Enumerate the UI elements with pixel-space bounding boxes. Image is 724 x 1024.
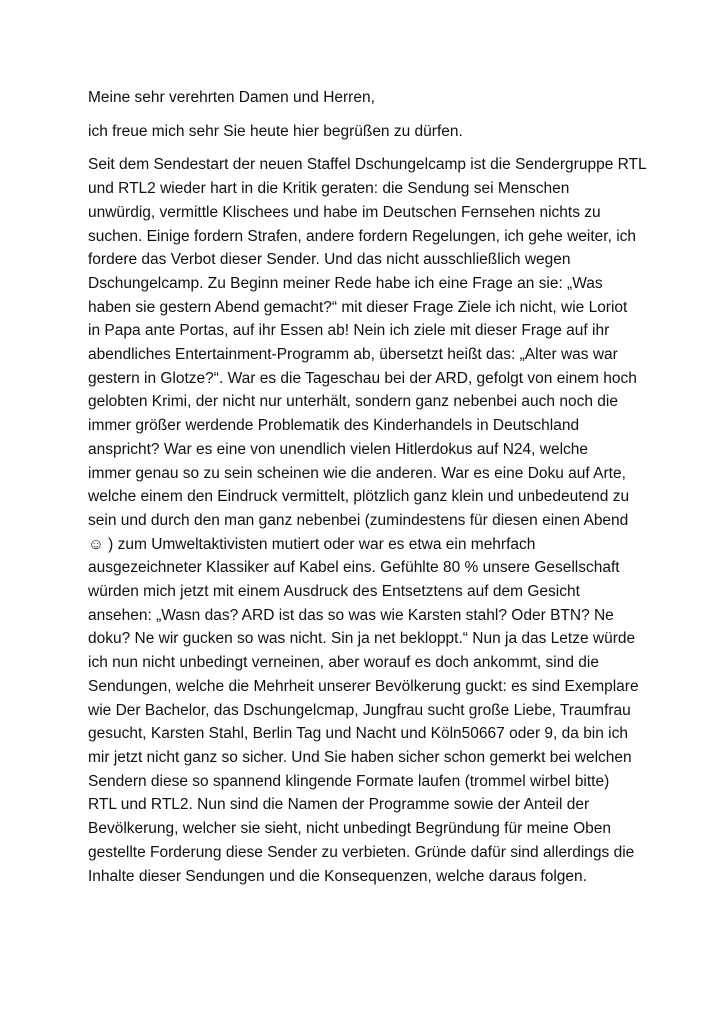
body-line: immer genau so zu sein scheinen wie die anderen. War es eine Doku auf Arte,: [88, 464, 626, 482]
body-line: Sendungen, welche die Mehrheit unserer Bevölkerung guckt: es sind Exemplare: [88, 677, 639, 695]
body-line: ansehen: „Wasn das? ARD ist das so was wie Karsten stahl? Oder BTN? Ne: [88, 606, 614, 624]
body-line: und RTL2 wieder hart in die Kritik geraten: die Sendung sei Menschen: [88, 180, 570, 198]
body-line: ausgezeichneter Klassiker auf Kabel eins. Gefühlte 80 % unsere Gesellschaft: [88, 559, 620, 577]
body-line: gelobten Krimi, der nicht nur unterhält, sondern ganz nebenbei auch noch die: [88, 393, 618, 411]
body-line: ☺ ) zum Umweltaktivisten mutiert oder war es etwa ein mehrfach: [88, 535, 536, 553]
salutation-paragraph: Meine sehr verehrten Damen und Herren,: [88, 89, 375, 106]
body-line: unwürdig, vermittle Klischees und habe im Deutschen Fernsehen nichts zu: [88, 203, 601, 221]
body-line: immer größer werdende Problematik des Kinderhandels in Deutschland: [88, 417, 580, 435]
body-line: Inhalte dieser Sendungen und die Konsequenzen, welche daraus folgen.: [88, 867, 587, 885]
body-line: gestern in Glotze?“. War es die Tageschau bei der ARD, gefolgt von einem hoch: [88, 369, 637, 387]
body-line: würden mich jetzt mit einem Ausdruck des Entsetztens auf dem Gesicht: [88, 583, 580, 601]
body-line: anspricht? War es eine von unendlich vielen Hitlerdokus auf N24, welche: [88, 440, 589, 458]
body-line: Seit dem Sendestart der neuen Staffel Dschungelcamp ist die Sendergruppe RTL: [88, 156, 647, 174]
body-line: gestellte Forderung diese Sender zu verbieten. Gründe dafür sind allerdings die: [88, 843, 635, 861]
body-line: Dschungelcamp. Zu Beginn meiner Rede habe ich eine Frage an sie: „Was: [88, 274, 603, 292]
body-line: ich nun nicht unbedingt verneinen, aber worauf es doch ankommt, sind die: [88, 654, 599, 672]
body-line: Sendern diese so spannend klingende Formate laufen (trommel wirbel bitte): [88, 772, 610, 790]
greeting-paragraph: ich freue mich sehr Sie heute hier begrüßen zu dürfen.: [88, 122, 463, 140]
body-line: gesucht, Karsten Stahl, Berlin Tag und Nacht und Köln50667 oder 9, da bin ich: [88, 725, 628, 743]
body-line: Bevölkerung, welcher sie sieht, nicht unbedingt Begründung für meine Oben: [88, 820, 612, 838]
body-line: wie Der Bachelor, das Dschungelcmap, Jungfrau sucht große Liebe, Traumfrau: [88, 701, 631, 719]
body-paragraph: [88, 153, 654, 888]
body-line: fordere das Verbot dieser Sender. Und das nicht ausschließlich wegen: [88, 251, 571, 269]
body-line: sein und durch den man ganz nebenbei (zumindestens für diesen einen Abend: [88, 511, 629, 529]
body-line: RTL und RTL2. Nun sind die Namen der Programme sowie der Anteil der: [88, 796, 590, 814]
body-line: in Papa ante Portas, auf ihr Essen ab! Nein ich ziele mit dieser Frage auf ihr: [88, 322, 610, 340]
body-line: mir jetzt nicht ganz so sicher. Und Sie haben sicher schon gemerkt bei welchen: [88, 748, 632, 766]
body-line: suchen. Einige fordern Strafen, andere fordern Regelungen, ich gehe weiter, ich: [88, 227, 637, 245]
body-line: doku? Ne wir gucken so was nicht. Sin ja net bekloppt.“ Nun ja das Letze würde: [88, 630, 636, 648]
body-line: abendliches Entertainment-Programm ab, übersetzt heißt das: „Alter was war: [88, 346, 618, 364]
body-line: welche einem den Eindruck vermittelt, plötzlich ganz klein und unbedeutend zu: [88, 488, 630, 506]
body-line: haben sie gestern Abend gemacht?“ mit dieser Frage Ziele ich nicht, wie Loriot: [88, 298, 628, 316]
